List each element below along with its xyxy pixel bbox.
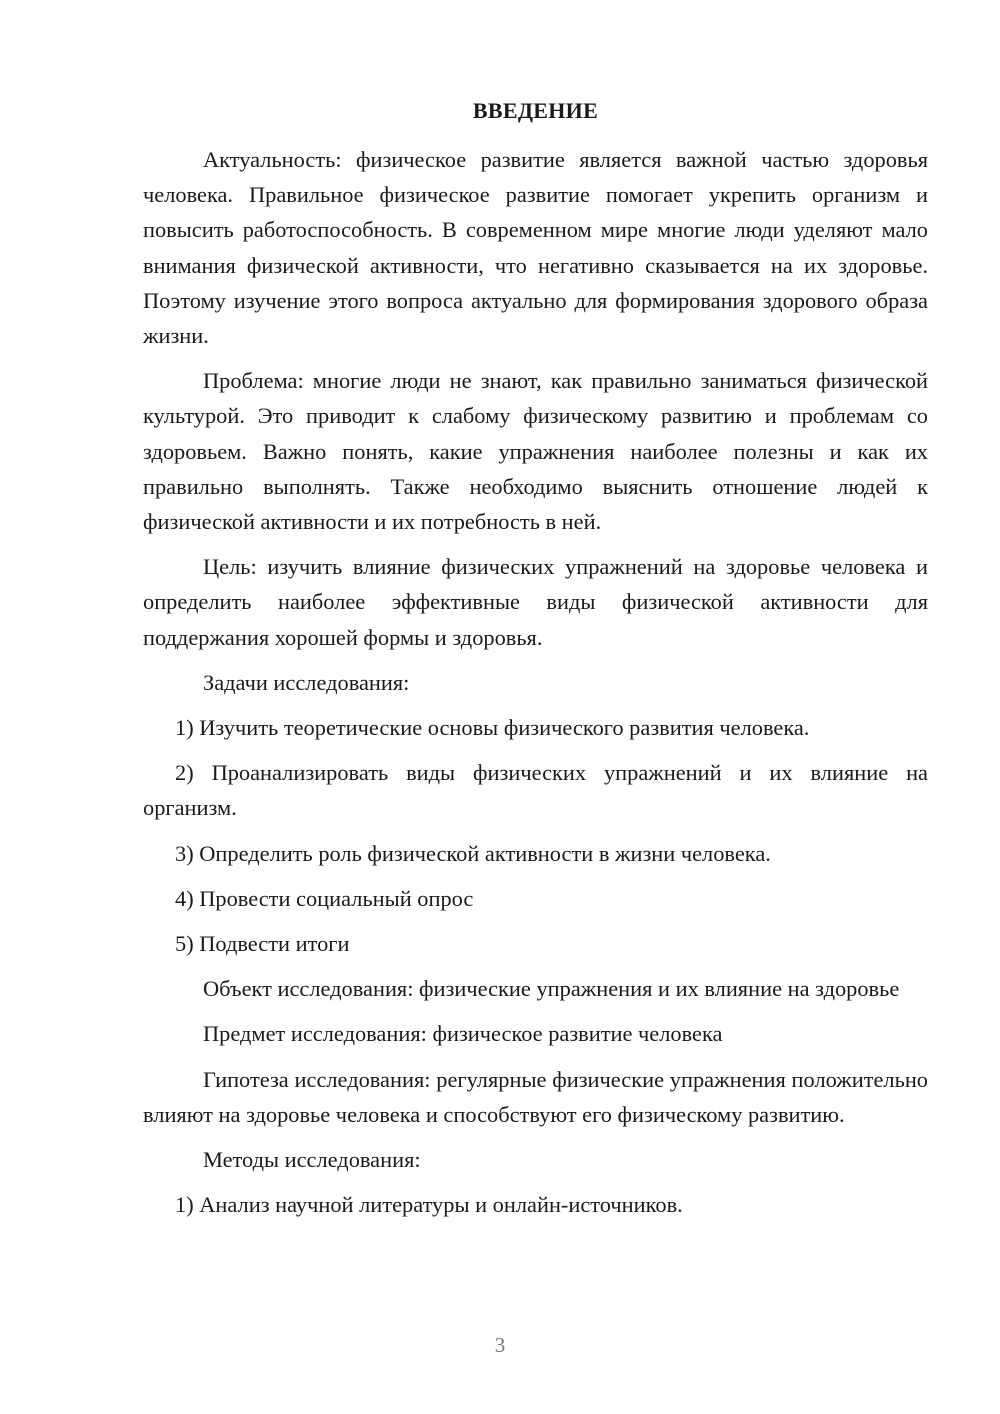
paragraph-tasks-heading: Задачи исследования: <box>203 669 410 695</box>
list-item-task-1: 1) Изучить теоретические основы физического развития человека. <box>175 715 810 741</box>
paragraph-problem: Проблема: многие люди не знают, как правильно заниматься физической культурой. Это приводит к слабому физическому развитию и проблемам со здоровьем. Важно понять, какие упражнения наиболее полезны и как их правильно выполнять. Также необходимо выяснить отношение людей к физической активности и их потребность в ней. <box>143 368 928 535</box>
section-title: ВВЕДЕНИЕ <box>472 98 599 123</box>
list-item-task-3: 3) Определить роль физической активности в жизни человека. <box>175 840 771 866</box>
paragraph-goal: Цель: изучить влияние физических упражнений на здоровье человека и определить наиболее эффективные виды физической активности для поддержания хорошей формы и здоровья. <box>143 554 928 650</box>
document-body <box>143 142 928 1232</box>
paragraph-hypothesis: Гипотеза исследования: регулярные физические упражнения положительно влияют на здоровье человека и способствуют его физическому развитию. <box>143 1066 928 1127</box>
list-item-task-2: 2) Проанализировать виды физических упражнений и их влияние на организм. <box>143 760 928 821</box>
list-item-task-5: 5) Подвести итоги <box>175 931 350 957</box>
paragraph-object: Объект исследования: физические упражнения и их влияние на здоровье <box>203 976 900 1002</box>
list-item-method-1: 1) Анализ научной литературы и онлайн-источников. <box>175 1192 683 1218</box>
paragraph-subject: Предмет исследования: физическое развитие человека <box>203 1021 723 1047</box>
paragraph-relevance: Актуальность: физическое развитие является важной частью здоровья человека. Правильное физическое развитие помогает укрепить организм и повысить работоспособность. В современном мире многие люди уделяют мало внимания физической активности, что негативно сказывается на их здоровье. Поэтому изучение этого вопроса актуально для формирования здорового образа жизни. <box>143 147 928 349</box>
page-number: 3 <box>494 1333 506 1357</box>
list-item-task-4: 4) Провести социальный опрос <box>175 885 474 911</box>
paragraph-methods-heading: Методы исследования: <box>203 1147 421 1173</box>
